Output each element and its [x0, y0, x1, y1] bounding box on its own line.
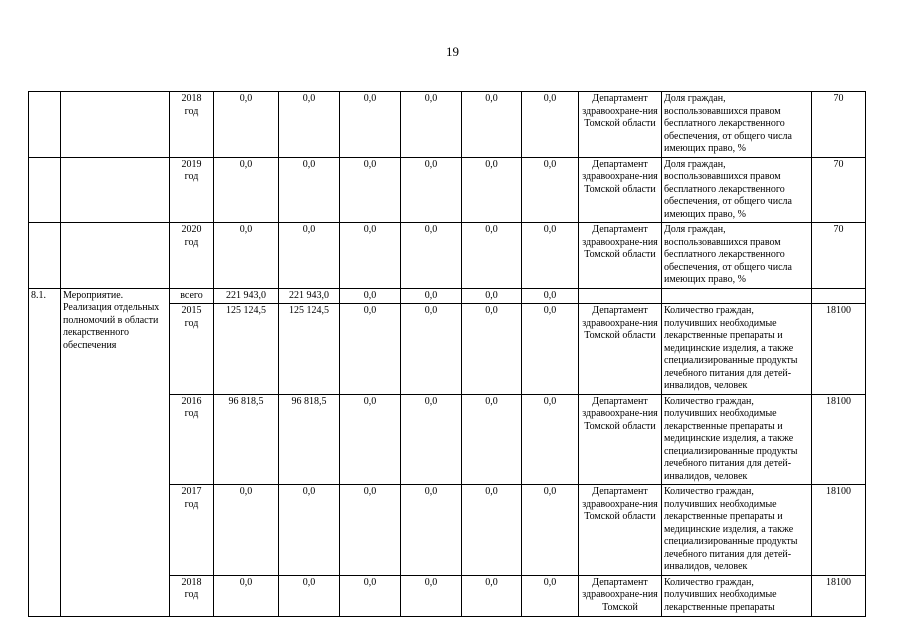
amount-cell: 125 124,5	[214, 304, 279, 395]
amount-cell: 0,0	[522, 394, 579, 485]
row-number-cell	[29, 157, 61, 223]
table-row	[29, 223, 866, 289]
amount-cell: 96 818,5	[214, 394, 279, 485]
period-cell: 2015 год	[170, 304, 214, 395]
amount-cell: 0,0	[522, 304, 579, 395]
amount-cell: 0,0	[214, 157, 279, 223]
amount-cell: 0,0	[401, 92, 462, 158]
measure-name-cell: Мероприятие. Реализация отдельных полномочий в области лекарственного обеспечения	[61, 288, 170, 616]
amount-cell: 0,0	[522, 575, 579, 616]
amount-cell: 0,0	[522, 92, 579, 158]
amount-cell: 0,0	[279, 485, 340, 576]
amount-cell: 0,0	[340, 157, 401, 223]
department-cell: Департамент здравоохране-ния Томской области	[579, 223, 662, 289]
amount-cell: 0,0	[462, 485, 522, 576]
amount-cell: 0,0	[279, 92, 340, 158]
indicator-cell: Количество граждан, получивших необходимые лекарственные препараты	[662, 575, 812, 616]
amount-cell: 0,0	[462, 92, 522, 158]
budget-table	[28, 91, 866, 617]
amount-cell: 0,0	[462, 288, 522, 304]
amount-cell: 0,0	[401, 288, 462, 304]
amount-cell: 0,0	[401, 304, 462, 395]
amount-cell: 0,0	[214, 485, 279, 576]
amount-cell: 0,0	[340, 223, 401, 289]
amount-cell: 0,0	[340, 575, 401, 616]
indicator-value-cell: 18100	[812, 304, 866, 395]
page-number: 19	[446, 44, 459, 59]
row-number-cell	[29, 223, 61, 289]
amount-cell: 0,0	[401, 485, 462, 576]
amount-cell: 0,0	[522, 288, 579, 304]
row-number-cell: 8.1.	[29, 288, 61, 616]
amount-cell: 0,0	[279, 157, 340, 223]
table-row	[29, 157, 866, 223]
department-cell: Департамент здравоохране-ния Томской области	[579, 304, 662, 395]
department-cell	[579, 288, 662, 304]
indicator-value-cell: 18100	[812, 575, 866, 616]
amount-cell: 96 818,5	[279, 394, 340, 485]
amount-cell: 0,0	[401, 157, 462, 223]
amount-cell: 0,0	[401, 394, 462, 485]
indicator-value-cell: 70	[812, 223, 866, 289]
amount-cell: 0,0	[401, 575, 462, 616]
indicator-value-cell: 70	[812, 92, 866, 158]
indicator-value-cell	[812, 288, 866, 304]
amount-cell: 0,0	[214, 223, 279, 289]
measure-name-cell	[61, 157, 170, 223]
department-cell: Департамент здравоохране-ния Томской	[579, 575, 662, 616]
indicator-cell: Количество граждан, получивших необходимые лекарственные препараты и медицинские изделия, а также специализированные продукты лечебного питания для детей-инвалидов, человек	[662, 485, 812, 576]
department-cell: Департамент здравоохране-ния Томской области	[579, 485, 662, 576]
amount-cell: 0,0	[401, 223, 462, 289]
period-cell: 2020 год	[170, 223, 214, 289]
period-cell: 2018 год	[170, 92, 214, 158]
amount-cell: 0,0	[340, 92, 401, 158]
indicator-cell: Доля граждан, воспользовавшихся правом бесплатного лекарственного обеспечения, от общего числа имеющих право, %	[662, 223, 812, 289]
amount-cell: 0,0	[340, 485, 401, 576]
period-cell: всего	[170, 288, 214, 304]
row-number-cell	[29, 92, 61, 158]
amount-cell: 0,0	[522, 157, 579, 223]
department-cell: Департамент здравоохране-ния Томской области	[579, 157, 662, 223]
department-cell: Департамент здравоохране-ния Томской области	[579, 394, 662, 485]
indicator-value-cell: 18100	[812, 485, 866, 576]
amount-cell: 0,0	[462, 223, 522, 289]
amount-cell: 0,0	[279, 575, 340, 616]
amount-cell: 221 943,0	[279, 288, 340, 304]
amount-cell: 0,0	[462, 304, 522, 395]
period-cell: 2016 год	[170, 394, 214, 485]
indicator-cell: Доля граждан, воспользовавшихся правом бесплатного лекарственного обеспечения, от общего числа имеющих право, %	[662, 92, 812, 158]
amount-cell: 0,0	[340, 288, 401, 304]
amount-cell: 0,0	[462, 575, 522, 616]
indicator-cell: Количество граждан, получивших необходимые лекарственные препараты и медицинские изделия, а также специализированные продукты лечебного питания для детей-инвалидов, человек	[662, 304, 812, 395]
amount-cell: 125 124,5	[279, 304, 340, 395]
table-row	[29, 288, 866, 304]
indicator-cell: Доля граждан, воспользовавшихся правом бесплатного лекарственного обеспечения, от общего числа имеющих право, %	[662, 157, 812, 223]
indicator-cell	[662, 288, 812, 304]
period-cell: 2019 год	[170, 157, 214, 223]
department-cell: Департамент здравоохране-ния Томской области	[579, 92, 662, 158]
amount-cell: 221 943,0	[214, 288, 279, 304]
amount-cell: 0,0	[214, 92, 279, 158]
period-cell: 2017 год	[170, 485, 214, 576]
amount-cell: 0,0	[214, 575, 279, 616]
amount-cell: 0,0	[522, 223, 579, 289]
amount-cell: 0,0	[340, 304, 401, 395]
amount-cell: 0,0	[340, 394, 401, 485]
indicator-value-cell: 18100	[812, 394, 866, 485]
indicator-value-cell: 70	[812, 157, 866, 223]
amount-cell: 0,0	[279, 223, 340, 289]
amount-cell: 0,0	[462, 157, 522, 223]
measure-name-cell	[61, 223, 170, 289]
amount-cell: 0,0	[522, 485, 579, 576]
indicator-cell: Количество граждан, получивших необходимые лекарственные препараты и медицинские изделия, а также специализированные продукты лечебного питания для детей-инвалидов, человек	[662, 394, 812, 485]
measure-name-cell	[61, 92, 170, 158]
amount-cell: 0,0	[462, 394, 522, 485]
period-cell: 2018 год	[170, 575, 214, 616]
table-row	[29, 92, 866, 158]
